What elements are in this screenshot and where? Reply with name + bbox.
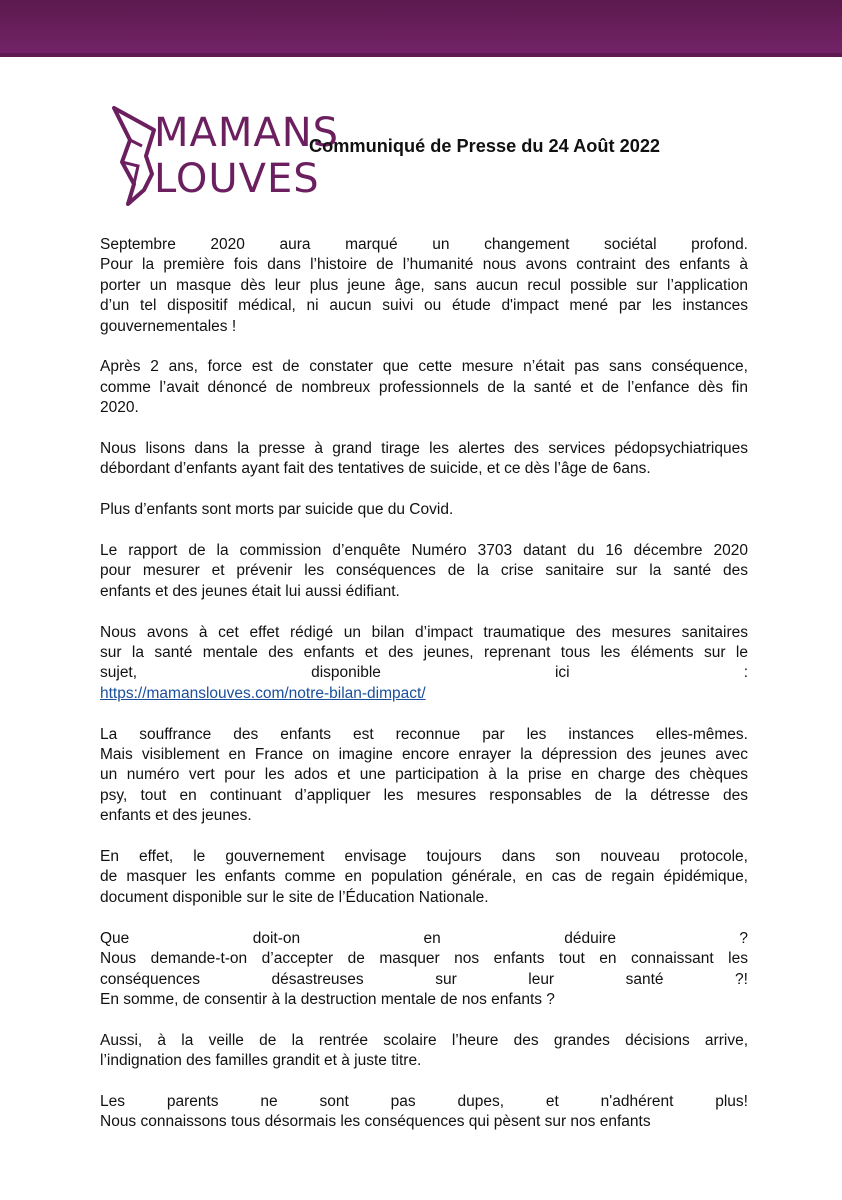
paragraph-line: Aussi, à la veille de la rentrée scolaire l’heure des grandes décisions arrive, [100, 1031, 748, 1049]
paragraph-line: enfants et des jeunes. [100, 807, 252, 825]
paragraph [100, 439, 748, 480]
paragraph-line: Pour la première fois dans l’histoire de l’humanité nous avons contraint des enfants à [100, 256, 748, 274]
paragraph-line: psy, tout en continuant d’appliquer les mesures responsables de la détresse des [100, 786, 748, 804]
paragraph-line: l’indignation des familles grandit et à juste titre. [100, 1052, 422, 1070]
mamans-louves-logo [108, 100, 340, 212]
bilan-impact-link[interactable]: https://mamanslouves.com/notre-bilan-dimpact/ [100, 684, 426, 702]
paragraph [100, 1031, 748, 1072]
paragraph [100, 541, 748, 602]
paragraph [100, 929, 748, 1011]
paragraph [100, 235, 748, 337]
paragraph-line: Après 2 ans, force est de constater que cette mesure n’était pas sans conséquence, [100, 358, 748, 376]
paragraph-line: comme l’avait dénoncé de nombreux professionnels de la santé et de l’enfance dès fin [100, 378, 748, 396]
paragraph-line: En effet, le gouvernement envisage toujours dans son nouveau protocole, [100, 848, 748, 866]
paragraph-line: Les parents ne sont pas dupes, et n'adhérent plus! [100, 1092, 748, 1110]
paragraph-line: Le rapport de la commission d’enquête Numéro 3703 datant du 16 décembre 2020 [100, 542, 748, 560]
wolf-logo-icon [108, 100, 340, 212]
paragraph-line: de masquer les enfants comme en population générale, en cas de regain épidémique, [100, 868, 748, 886]
paragraph-line: Nous demande-t-on d’accepter de masquer nos enfants tout en connaissant les [100, 950, 748, 968]
paragraph-line: Nous avons à cet effet rédigé un bilan d’impact traumatique des mesures sanitaires [100, 623, 748, 641]
paragraph-line: gouvernementales ! [100, 317, 237, 335]
press-release-title: Communiqué de Presse du 24 Août 2022 [309, 136, 661, 156]
paragraph-line: Septembre 2020 aura marqué un changement sociétal profond. [100, 236, 748, 253]
paragraph-line: porter un masque dès leur plus jeune âge, sans aucun recul possible sur l’application [100, 276, 748, 294]
paragraph [100, 847, 748, 908]
press-release-body [100, 235, 748, 1153]
paragraph [100, 500, 748, 520]
paragraph-line: enfants et des jeunes était lui aussi édifiant. [100, 582, 400, 600]
paragraph [100, 1092, 748, 1133]
paragraph-line: conséquences désastreuses sur leur santé ?! [100, 970, 748, 988]
paragraph-line: d’un tel dispositif médical, ni aucun suivi ou étude d'impact mené par les instances [100, 297, 748, 315]
paragraph-line: sur la santé mentale des enfants et des jeunes, reprenant tous les éléments sur le [100, 644, 748, 662]
paragraph-line: Nous connaissons tous désormais les conséquences qui pèsent sur nos enfants [100, 1113, 651, 1131]
paragraph-line: 2020. [100, 399, 139, 417]
logo-word-mamans: MAMANS [154, 110, 340, 156]
paragraph-line: Mais visiblement en France on imagine encore enrayer la dépression des jeunes avec [100, 746, 748, 764]
paragraph-line: Nous lisons dans la presse à grand tirage les alertes des services pédopsychiatriques [100, 440, 748, 458]
paragraph [100, 357, 748, 418]
paragraph-line: débordant d’enfants ayant fait des tentatives de suicide, et ce dès l’âge de 6ans. [100, 460, 651, 478]
paragraph-line: sujet, disponible ici : [100, 664, 748, 682]
paragraph [100, 725, 748, 827]
paragraph-line: un numéro vert pour les ados et une participation à la prise en charge des chèques [100, 766, 748, 784]
paragraph [100, 623, 748, 705]
paragraph-line: En somme, de consentir à la destruction mentale de nos enfants ? [100, 990, 555, 1008]
paragraph-line: pour mesurer et prévenir les conséquences de la crise sanitaire sur la santé des [100, 562, 748, 580]
top-decorative-band [0, 0, 842, 57]
logo-word-louves: LOUVES [154, 156, 320, 202]
paragraph-line: Plus d’enfants sont morts par suicide que du Covid. [100, 501, 454, 519]
paragraph-line: document disponible sur le site de l’Éducation Nationale. [100, 888, 489, 906]
paragraph-line: Que doit-on en déduire ? [100, 929, 748, 947]
paragraph-line: La souffrance des enfants est reconnue par les instances elles-mêmes. [100, 725, 748, 743]
